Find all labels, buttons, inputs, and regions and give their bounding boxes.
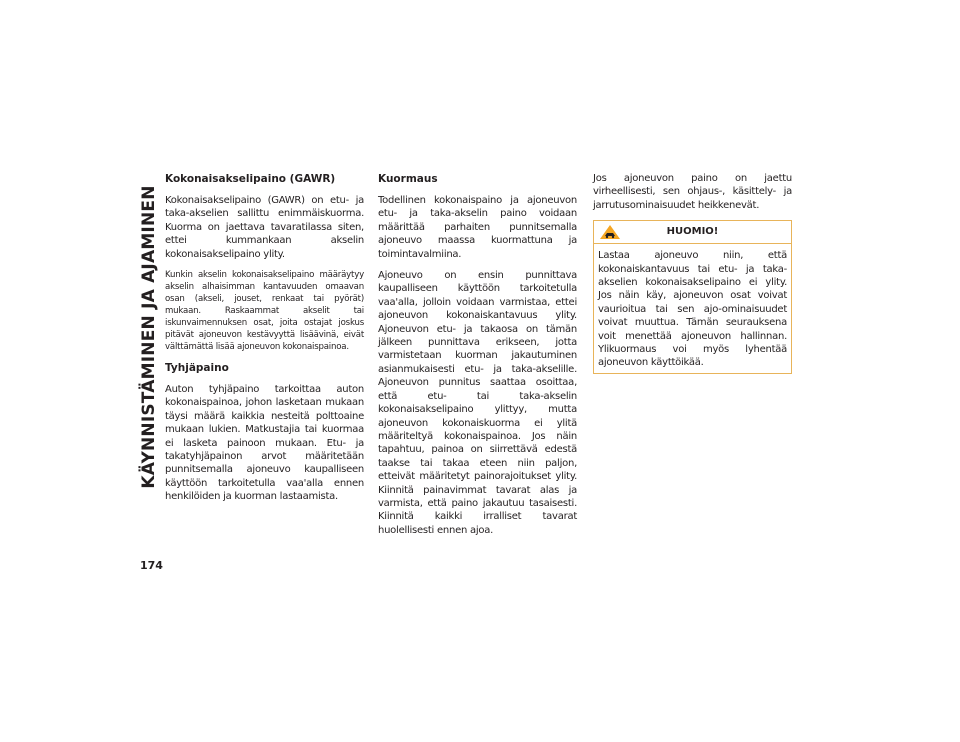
paragraph-weight-distribution: Jos ajoneuvon paino on jaettu virheellisesti, sen ohjaus-, käsittely- ja jarrutusominaisuudet heikkenevät. — [593, 173, 792, 211]
paragraph-gawr-definition: Kokonaisakselipaino (GAWR) on etu- ja taka-akselien sallittu enimmäiskuorma. Kuorma on jaettava tavaratilassa siten, ettei kummankaan akselin kokonaisakselipaino ylity. — [165, 195, 364, 260]
paragraph-gawr-note: Kunkin akselin kokonaisakselipaino määräytyy akselin alhaisimman kantavuuden omaavan osan (akseli, jouset, renkaat tai pyörät) mukaan. Raskaammat akselit tai iskunvaimennuksen osat, joita ostajat joskus pitävät ajoneuvon kestävyyttä lisäävinä, eivät välttämättä lisää ajoneuvon kokonaispainoa. — [165, 270, 364, 353]
column-3 — [593, 172, 792, 374]
page-number: 174 — [140, 559, 163, 572]
heading-gawr: Kokonaisakselipaino (GAWR) — [165, 173, 336, 185]
heading-curb-weight: Tyhjäpaino — [165, 362, 229, 375]
column-2 — [378, 172, 577, 545]
paragraph-loading-weighing: Ajoneuvo on ensin punnittava kaupalliseen käyttöön tarkoitetulla vaa'alla, jolloin voidaan varmistaa, ettei ajoneuvon kokonaiskantavuus ylity. Ajoneuvon etu- ja takaosa on tämän jälkeen punnittava erikseen, jotta varmistetaan kuorman jakautuminen asianmukaisesti etu- ja taka-akselille. Ajoneuvon punnitus saattaa osoittaa, että etu- tai taka-akselin kokonaisakselipaino ylittyy, mutta ajoneuvon kokonaiskuorma ei ylitä määriteltyä kokonaispainoa. Jos näin tapahtuu, painoa on siirrettävä edestä taakse tai takaa eteen niin paljon, etteivät määritetyt painorajoitukset ylity. Kiinnitä painavimmat tavarat alas ja varmista, että paino jakautuu tasaisesti. Kiinnitä kaikki irralliset tavarat huolellisesti ennen ajoa. — [378, 270, 577, 536]
warning-box — [593, 220, 792, 374]
warning-header — [594, 221, 791, 244]
chapter-title: KÄYNNISTÄMINEN JA AJAMINEN — [139, 185, 159, 489]
column-1 — [165, 172, 364, 512]
warning-body — [594, 244, 791, 373]
chapter-side-tab — [135, 165, 160, 515]
warning-text: Lastaa ajoneuvo niin, että kokonaiskantavuus tai etu- ja taka-akselien kokonaisakselipaino ei ylity. Jos näin käy, ajoneuvon osat voivat vaurioitua tai sen ajo-ominaisuudet voivat muuttua. Tämän seurauksena voit menettää ajoneuvon hallinnan. Ylikuormaus voi myös lyhentää ajoneuvon käyttöikää. — [598, 250, 787, 369]
warning-title: HUOMIO! — [666, 226, 719, 238]
heading-loading: Kuormaus — [378, 173, 438, 185]
paragraph-loading-intro: Todellinen kokonaispaino ja ajoneuvon etu- ja taka-akselin paino voidaan määrittää parhaiten punnitsemalla ajoneuvo maassa kuormattuna ja toimintavalmiina. — [378, 195, 577, 260]
paragraph-curb-weight: Auton tyhjäpaino tarkoittaa auton kokonaispainoa, johon lasketaan mukaan täysi määrä kaikkia nesteitä polttoaine mukaan lukien. Matkustajia tai kuormaa ei lasketa painoon mukaan. Etu- ja takatyhjäpainon arvot määritetään punnitsemalla ajoneuvo kaupalliseen käyttöön tarkoitetulla vaa'alla ennen henkilöiden ja kuorman lastaamista. — [165, 384, 364, 503]
